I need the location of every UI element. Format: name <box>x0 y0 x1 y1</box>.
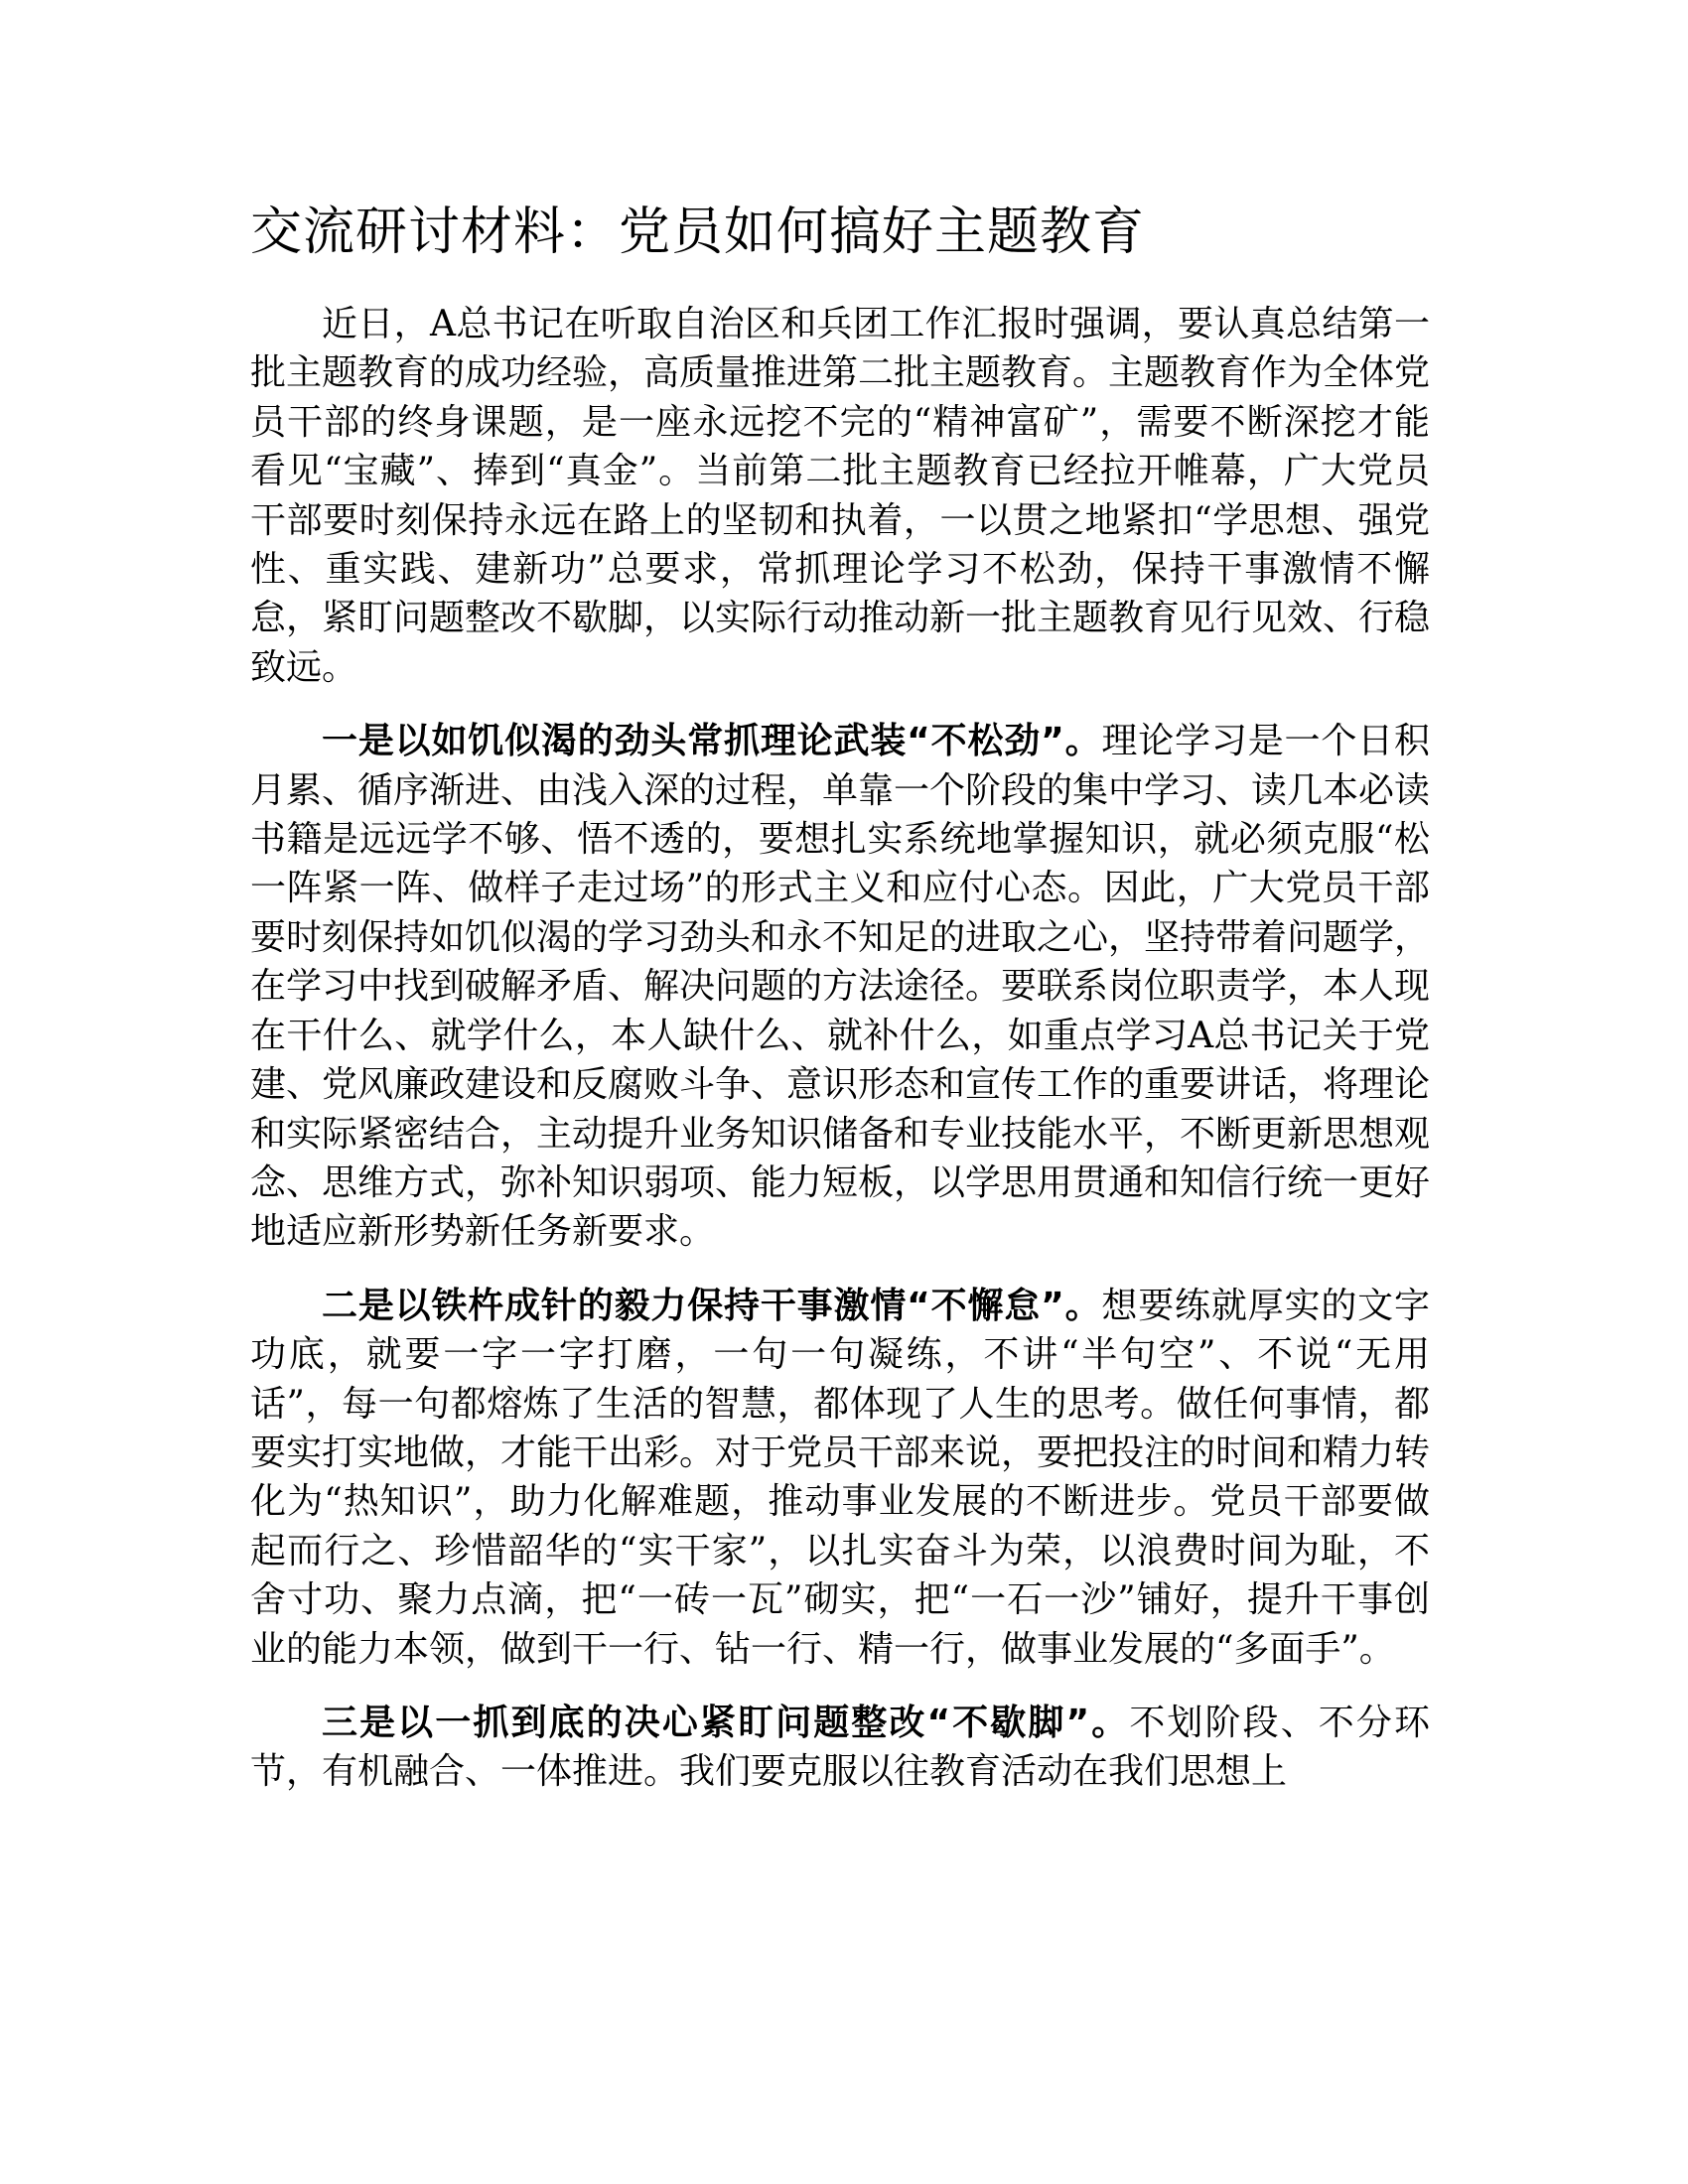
section-paragraph-3 <box>250 1699 1430 1797</box>
section-body-1: 理论学习是一个日积月累、循序渐进、由浅入深的过程，单靠一个阶段的集中学习、读几本必读书籍是远远学不够、悟不透的，要想扎实系统地掌握知识，就必须克服“松一阵紧一阵、做样子走过场”的形式主义和应付心态。因此，广大党员干部要时刻保持如饥似渴的学习劲头和永不知足的进取之心，坚持带着问题学，在学习中找到破解矛盾、解决问题的方法途径。要联系岗位职责学，本人现在干什么、就学什么，本人缺什么、就补什么，如重点学习A总书记关于党建、党风廉政建设和反腐败斗争、意识形态和宣传工作的重要讲话，将理论和实际紧密结合，主动提升业务知识储备和专业技能水平，不断更新思想观念、思维方式，弥补知识弱项、能力短板，以学思用贯通和知信行统一更好地适应新形势新任务新要求。 <box>250 721 1431 1253</box>
section-paragraph-2 <box>250 1282 1430 1674</box>
section-lead-3: 三是以一抓到底的决心紧盯问题整改“不歇脚”。 <box>322 1702 1130 1743</box>
section-paragraph-1 <box>250 717 1430 1256</box>
document-title: 交流研讨材料：党员如何搞好主题教育 <box>250 203 1146 262</box>
section-body-3: 不划阶段、不分环节，有机融合、一体推进。我们要克服以往教育活动在我们思想上 <box>250 1702 1430 1793</box>
section-lead-2: 二是以铁杵成针的毅力保持干事激情“不懈怠”。 <box>322 1285 1102 1326</box>
document-page <box>250 195 1430 1822</box>
section-body-2: 想要练就厚实的文字功底，就要一字一字打磨，一句一句凝练，不讲“半句空”、不说“无用话”，每一句都熔炼了生活的智慧，都体现了人生的思考。做任何事情，都要实打实地做，才能干出彩。对于党员干部来说，要把投注的时间和精力转化为“热知识”，助力化解难题，推动事业发展的不断进步。党员干部要做起而行之、珍惜韶华的“实干家”，以扎实奋斗为荣，以浪费时间为耻，不舍寸功、聚力点滴，把“一砖一瓦”砌实，把“一石一沙”铺好，提升干事创业的能力本领，做到干一行、钻一行、精一行，做事业发展的“多面手”。 <box>250 1285 1431 1670</box>
intro-paragraph: 近日，A总书记在听取自治区和兵团工作汇报时强调，要认真总结第一批主题教育的成功经验，高质量推进第二批主题教育。主题教育作为全体党员干部的终身课题，是一座永远挖不完的“精神富矿”，需要不断深挖才能看见“宝藏”、捧到“真金”。当前第二批主题教育已经拉开帷幕，广大党员干部要时刻保持永远在路上的坚韧和执着，一以贯之地紧扣“学思想、强党性、重实践、建新功”总要求，常抓理论学习不松劲，保持干事激情不懈怠，紧盯问题整改不歇脚，以实际行动推动新一批主题教育见行见效、行稳致远。 <box>250 304 1431 688</box>
section-lead-1: 一是以如饥似渴的劲头常抓理论武装“不松劲”。 <box>322 721 1102 762</box>
